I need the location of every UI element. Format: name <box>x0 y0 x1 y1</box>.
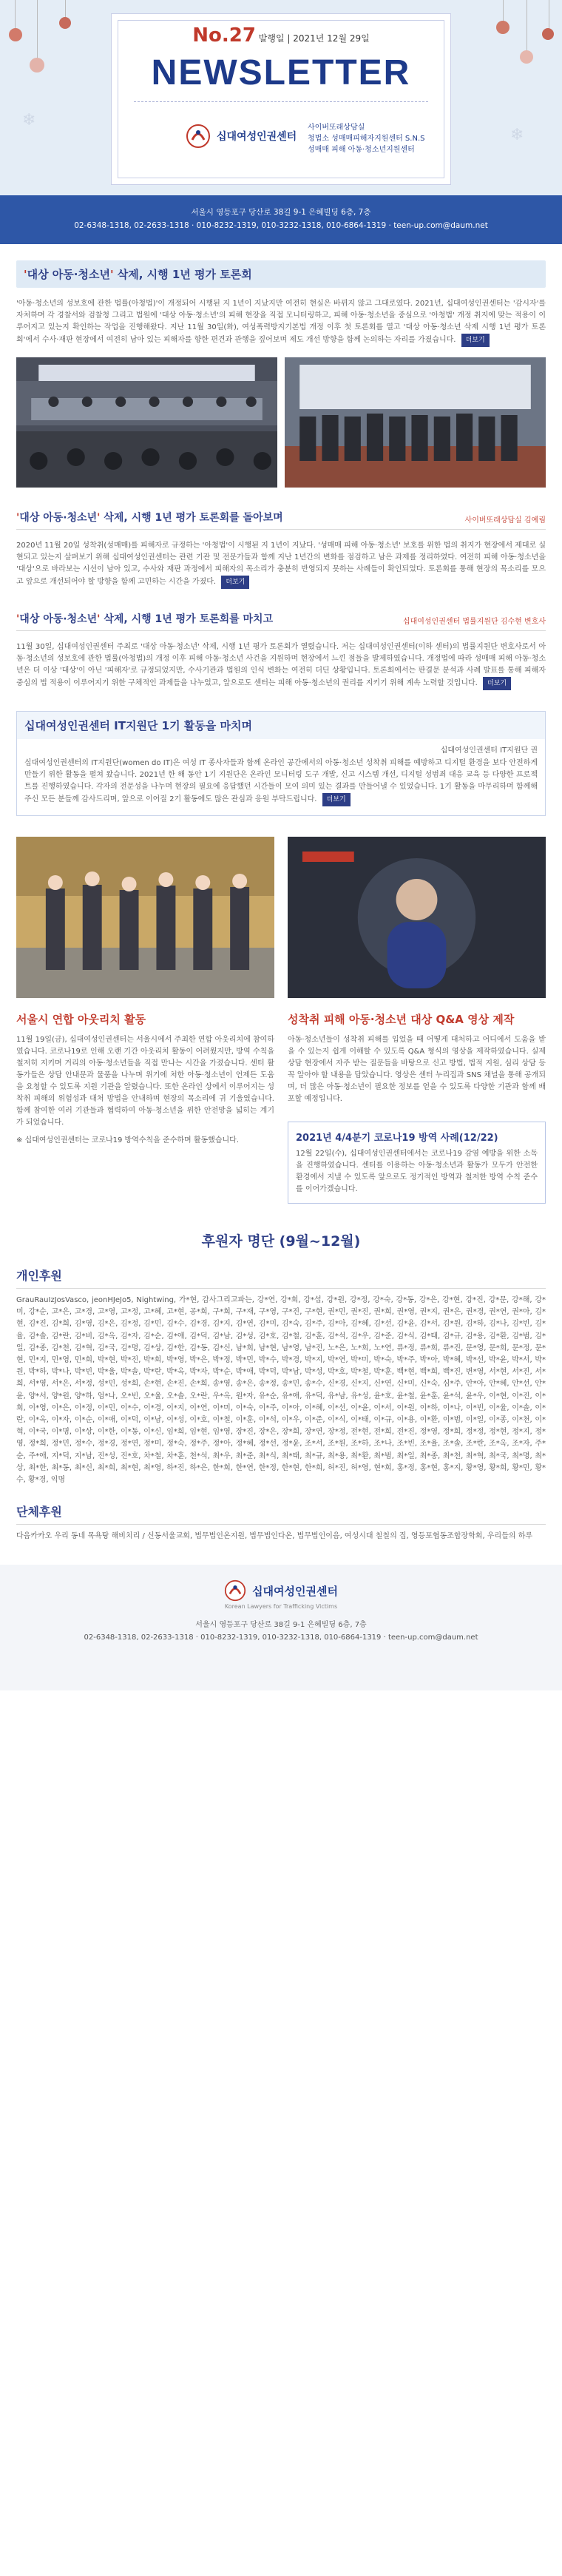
issue-info <box>112 24 450 47</box>
divider <box>16 1524 546 1525</box>
it-support-box <box>16 711 546 816</box>
christmas-ornament <box>542 28 554 40</box>
snowflake-icon: ❄ <box>22 111 36 129</box>
ornament-string <box>65 0 66 18</box>
article-heading <box>16 611 546 626</box>
qa-video-article <box>288 837 546 1204</box>
section-paragraph: '아동·청소년의 성보호에 관한 법률(아청법)'이 개정되어 시행된 지 1년이 지났지만 여전히 현실은 바뀌지 않고 그대로였다. 2021년, 십대여성인권센터는 '감시자'를 자처하며 각 경찰서와 검찰청 그리고 법원에 '대상 아동·청소년'의 피해 현장을 직접 모니터링하고, 피해 아동·청소년을 중심으로 '아청법' 개정 취지에 맞는 적용이 이루어지고 있는지 확인하는 작업을 진행해왔다. 지난 11월 30일(화), 여성폭력방지기본법 개정 이후 첫 토론회를 열고 '대상 아동·청소년 삭제 시행 1년 평가 토론회'에서 수사·재판 현장에서 여전히 남아 있는 피해자를 향한 편견과 관행을 짚어보며 제도 개선 방향을 함께 논의하는 자리를 가졌습니다. 더보기 <box>16 298 546 347</box>
it-section-author: 십대여성인권센터 IT지원단 권 <box>440 746 538 755</box>
divider <box>16 529 546 530</box>
footer-org <box>0 1579 562 1602</box>
org-logo-block <box>186 124 297 149</box>
group-donors-label: 단체후원 <box>16 1505 62 1520</box>
ornament-string <box>37 0 38 59</box>
forum-photo <box>16 357 277 488</box>
newsletter-title: NEWSLETTER <box>151 53 411 92</box>
outreach-note: ※ 십대여성인권센터는 코로나19 방역수칙을 준수하며 활동했습니다. <box>16 1136 239 1144</box>
ornament-string <box>15 0 16 30</box>
christmas-ornament <box>9 28 22 41</box>
christmas-ornament <box>520 50 533 64</box>
footer-org-name: 십대여성인권센터 <box>252 1584 338 1598</box>
snowflake-icon: ❄ <box>510 126 524 144</box>
divider <box>16 630 546 631</box>
individual-donors-label: 개인후원 <box>16 1269 62 1283</box>
divider <box>16 1288 546 1289</box>
event-photos <box>16 357 546 488</box>
covid-box-paragraph: 12월 22일(수), 십대여성인권센터에서는 코로나19 감염 예방을 위한 소독을 진행하였습니다. 센터를 이용하는 아동·청소년과 활동가 모두가 안전한 환경에서 지낼 수 있도록 앞으로도 정기적인 방역과 철저한 방역 수칙 준수를 이어가겠습니다. <box>296 1150 538 1193</box>
header-card <box>111 13 451 185</box>
footer-contacts: 02-6348-1318, 02-2633-1318 · 010-8232-1319, 010-3232-1318, 010-6864-1319 · teen-up.com@daum.net <box>84 1633 478 1642</box>
article-paragraph: 2020년 11월 20일 성착취(성매매)를 피해자로 규정하는 '아청법'이 시행된 지 1년이 지났다. '성매매 피해 아동·청소년' 보호를 위한 법의 취지가 현장에서 제대로 실현되고 있는지 살펴보기 위해 십대여성인권센터는 관련 기관 및 전문가들과 함께 지난 1년간의 변화를 점검하고 남은 과제를 정리하였다. 여전히 피해 아동·청소년을 '대상'으로 바라보는 시선이 남아 있고, 수사와 재판 과정에서 피해자의 목소리가 충분히 반영되지 못하는 사례들이 확인되었다. 토론회를 통해 현장의 목소리를 모으고 앞으로 개선되어야 할 방향을 함께 고민하는 시간을 가졌다. 더보기 <box>16 540 546 589</box>
group-donors-list: 다음카카오 우리 동네 목욕탕 해비치리 / 신동서울교회, 법무법인온지원, 법무법인다온, 법무법인이음, 여성시대 칠칠의 집, 영등포협동조합장학회, 우리들의 하루 <box>16 1532 533 1541</box>
article-paragraph: 11월 30일, 십대여성인권센터 주최로 '대상 아동·청소년' 삭제, 시행 1년 평가 토론회가 열렸습니다. 저는 십대여성인권센터(이하 센터)의 법률지원단 변호사로서 아동·청소년의 성보호에 관한 법률(아청법)의 개정 이후 피해 아동·청소년 사건을 지원하며 현장에서 느낀 점들을 발제하였습니다. 개정법에 따라 성매매 피해 아동·청소년은 더 이상 '대상'이 아닌 '피해자'로 규정되었지만, 수사기관과 법원의 인식 변화는 여전히 더딘 상황입니다. 토론회에서는 판결문 분석과 사례 발표를 통해 피해자 중심의 법 적용이 이루어지기 위한 구체적인 과제들을 나누었고, 앞으로도 센터는 피해 아동·청소년의 권리를 지키기 위해 계속 노력할 것입니다. 더보기 <box>16 641 546 690</box>
covid-box-title: 2021년 4/4분기 코로나19 방역 사례(12/22) <box>296 1133 498 1144</box>
contact-bar <box>0 195 562 244</box>
outreach-paragraph: 11월 19일(금), 십대여성인권센터는 서울시에서 주최한 연합 아웃리치에 참여하였습니다. 코로나19로 인해 오랜 기간 아웃리치 활동이 어려웠지만, 방역 수칙을 철저히 지키며 거리의 아동·청소년들을 직접 만나는 시간을 가졌습니다. 센터 활동가들은 상담 안내문과 물품을 나누며 위기에 처한 아동·청소년이 언제든 도움을 요청할 수 있도록 지원 기관을 알렸습니다. 또한 온라인 상에서 이루어지는 성착취 피해의 위험성과 대처 방법을 안내하며 현장의 목소리에 귀 기울였습니다. 함께 참여한 여러 기관들과 협력하여 아동·청소년을 위한 안전망을 넓히는 계기가 되었습니다. <box>16 1036 274 1127</box>
read-more-link[interactable]: 더보기 <box>322 793 351 806</box>
article-title: '대상 아동·청소년' 삭제, 시행 1년 평가 토론회를 돌아보며 <box>16 512 283 524</box>
issue-number: No.27 <box>192 24 256 47</box>
it-section-paragraph: 십대여성인권센터의 IT지원단(women do IT)은 여성 IT 종사자들과 함께 온라인 공간에서의 아동·청소년 성착취 피해를 예방하고 디지털 환경을 보다 안전하게 만들기 위한 활동을 펼쳐 왔습니다. 2021년 한 해 동안 1기 지원단은 온라인 모니터링 도구 개발, 신고 시스템 개선, 디지털 성범죄 대응 교육 등 다양한 프로젝트를 진행하였습니다. 각자의 전문성을 나누며 현장의 필요에 응답했던 시간들이 모여 의미 있는 결과를 만들어낼 수 있었습니다. 1기 활동을 마무리하며 함께해 주신 모든 분들께 감사드리며, 앞으로 이어질 2기 활동에도 많은 관심과 응원 부탁드립니다. 더보기 <box>24 758 538 806</box>
read-more-link[interactable]: 더보기 <box>221 576 249 589</box>
read-more-link[interactable]: 더보기 <box>483 677 511 690</box>
header-divider <box>134 101 428 102</box>
issue-date: 발행일 | 2021년 12월 29일 <box>258 33 370 44</box>
program-line: 청법소 성매매피해자지원센터 S.N.S <box>308 135 425 143</box>
article-heading <box>16 510 546 525</box>
outreach-title: 서울시 연합 아웃리치 활동 <box>16 1013 146 1026</box>
newsletter-header <box>0 0 562 195</box>
covid-box <box>288 1122 546 1204</box>
article-author: 십대여성인권센터 법률지원단 김수현 변호사 <box>402 618 546 626</box>
qa-video-thumbnail <box>288 837 546 998</box>
org-programs <box>308 122 424 155</box>
address-text: 서울시 영등포구 당산로 38길 9-1 은혜빌딩 6층, 7층 <box>191 208 371 217</box>
ornament-string <box>503 0 504 22</box>
it-section-title: 십대여성인권센터 IT지원단 1기 활동을 마치며 <box>17 712 545 739</box>
outreach-article <box>16 837 274 1204</box>
individual-donors-list: GrauRauIzJosVasco, jeonHJeJo5, Nightwing, 가*현, 감사그리고파는, 강*연, 강*희, 강*섭, 강*원, 강*정, 강*숙, 강*동, 강*은, 강*현, 강*진, 강*문, 강*해, 강*미, 강*순, 고*은, 고*경, 고*영, 고*정, 고*혜, 고*현, 공*희, 구*희, 구*재, 구*영, 구*진, 구*현, 권*민, 권*진, 권*희, 권*영, 권*지, 권*은, 권*경, 권*연, 권*아, 김*현, 김*진, 김*희, 김*영, 김*은, 김*정, 김*민, 김*수, 김*경, 김*지, 김*연, 김*미, 김*숙, 김*주, 김*아, 김*혜, 김*선, 김*윤, 김*서, 김*원, 김*하, 김*나, 김*빈, 김*율, 김*솔, 김*란, 김*비, 김*옥, 김*자, 김*순, 김*애, 김*덕, 김*남, 김*성, 김*호, 김*철, 김*훈, 김*석, 김*우, 김*준, 김*식, 김*태, 김*규, 김*용, 김*환, 김*범, 김*일, 김*종, 김*천, 김*혁, 김*국, 김*명, 김*상, 김*한, 김*동, 김*신, 남*희, 남*현, 남*영, 남*진, 노*은, 노*희, 노*연, 류*정, 류*희, 류*진, 문*영, 문*희, 문*정, 문*현, 민*지, 민*영, 민*희, 박*현, 박*진, 박*희, 박*영, 박*은, 박*정, 박*민, 박*수, 박*경, 박*지, 박*연, 박*미, 박*숙, 박*주, 박*아, 박*혜, 박*선, 박*윤, 박*서, 박*원, 박*하, 박*나, 박*빈, 박*율, 박*솔, 박*란, 박*옥, 박*자, 박*순, 박*애, 박*덕, 박*남, 박*성, 박*호, 박*철, 박*훈, 백*현, 백*희, 백*진, 변*영, 서*현, 서*진, 서*희, 서*영, 서*은, 서*정, 성*민, 성*희, 손*현, 손*진, 손*희, 송*영, 송*은, 송*정, 송*민, 송*수, 신*경, 신*지, 신*연, 신*미, 신*숙, 심*주, 안*아, 안*혜, 안*선, 안*윤, 양*서, 양*원, 양*하, 엄*나, 오*빈, 오*율, 오*솔, 오*란, 우*옥, 원*자, 유*순, 유*애, 유*덕, 유*남, 유*성, 윤*호, 윤*철, 윤*훈, 윤*석, 윤*우, 이*현, 이*진, 이*희, 이*영, 이*은, 이*정, 이*민, 이*수, 이*경, 이*지, 이*연, 이*미, 이*숙, 이*주, 이*아, 이*혜, 이*선, 이*윤, 이*서, 이*원, 이*하, 이*나, 이*빈, 이*율, 이*솔, 이*란, 이*옥, 이*자, 이*순, 이*애, 이*덕, 이*남, 이*성, 이*호, 이*철, 이*훈, 이*석, 이*우, 이*준, 이*식, 이*태, 이*규, 이*용, 이*환, 이*범, 이*일, 이*종, 이*천, 이*혁, 이*국, 이*명, 이*상, 이*한, 이*동, 이*신, 임*희, 임*현, 임*영, 장*진, 장*은, 장*희, 장*연, 장*정, 전*현, 전*희, 전*진, 정*영, 정*희, 정*정, 정*현, 정*지, 정*영, 정*희, 정*민, 정*수, 정*경, 정*연, 정*미, 정*숙, 정*주, 정*아, 정*혜, 정*선, 정*윤, 조*서, 조*원, 조*하, 조*나, 조*빈, 조*율, 조*솔, 조*란, 조*옥, 조*자, 주*순, 주*애, 지*덕, 지*남, 진*성, 진*호, 차*철, 차*훈, 천*석, 최*우, 최*준, 최*식, 최*태, 최*규, 최*용, 최*환, 최*범, 최*일, 최*종, 최*천, 최*혁, 최*국, 최*명, 최*상, 최*한, 최*동, 최*신, 최*희, 최*현, 최*영, 하*진, 하*은, 한*희, 한*연, 한*정, 한*현, 한*희, 허*진, 허*영, 현*희, 홍*정, 홍*현, 홍*지, 황*영, 황*희, 황*민, 황*수, 황*경, 익명 <box>16 1296 546 1485</box>
footer-address-block <box>0 1619 562 1644</box>
section-title: '대상 아동·청소년' 삭제, 시행 1년 평가 토론회 <box>16 260 546 288</box>
outreach-photo <box>16 837 274 998</box>
christmas-ornament <box>496 21 509 34</box>
christmas-ornament <box>59 17 71 29</box>
org-logo-icon <box>224 1579 246 1602</box>
read-more-link[interactable]: 더보기 <box>461 334 490 347</box>
org-logo-icon <box>186 124 211 149</box>
qa-video-title: 성착취 피해 아동·청소년 대상 Q&A 영상 제작 <box>288 1013 515 1026</box>
two-column-articles <box>16 837 546 1204</box>
program-line: 성매매 피해 아동·청소년지원센터 <box>308 146 415 154</box>
org-name: 십대여성인권센터 <box>217 131 297 143</box>
article-title: '대상 아동·청소년' 삭제, 시행 1년 평가 토론회를 마치고 <box>16 613 274 625</box>
footer <box>0 1565 562 1690</box>
contact-text: 02-6348-1318, 02-2633-1318 · 010-8232-1319, 010-3232-1318, 010-6864-1319 · teen-up.com@daum.net <box>74 221 488 230</box>
footer-address: 서울시 영등포구 당산로 38길 9-1 은혜빌딩 6층, 7층 <box>195 1621 367 1630</box>
program-line: 사이버또래상담실 <box>308 124 365 132</box>
forum-group-photo <box>285 357 546 488</box>
donors-title: 후원자 명단 (9월~12월) <box>201 1233 361 1250</box>
article-author: 사이버또래상담실 김예림 <box>464 516 546 525</box>
content <box>0 260 562 1542</box>
christmas-ornament <box>30 58 44 73</box>
qa-video-paragraph: 아동·청소년들이 성착취 피해를 입었을 때 어떻게 대처하고 어디에서 도움을 받을 수 있는지 쉽게 이해할 수 있도록 Q&A 형식의 영상을 제작하였습니다. 실제 상담 현장에서 자주 받는 질문들을 바탕으로 신고 방법, 법적 지원, 심리 상담 등 꼭 알아야 할 내용을 담았습니다. 영상은 센터 누리집과 SNS 채널을 통해 공개되며, 더 많은 아동·청소년이 필요한 정보를 얻을 수 있도록 다양한 기관과 함께 배포할 예정입니다. <box>288 1036 546 1103</box>
footer-org-english: Korean Lawyers for Trafficking Victims <box>224 1603 338 1611</box>
